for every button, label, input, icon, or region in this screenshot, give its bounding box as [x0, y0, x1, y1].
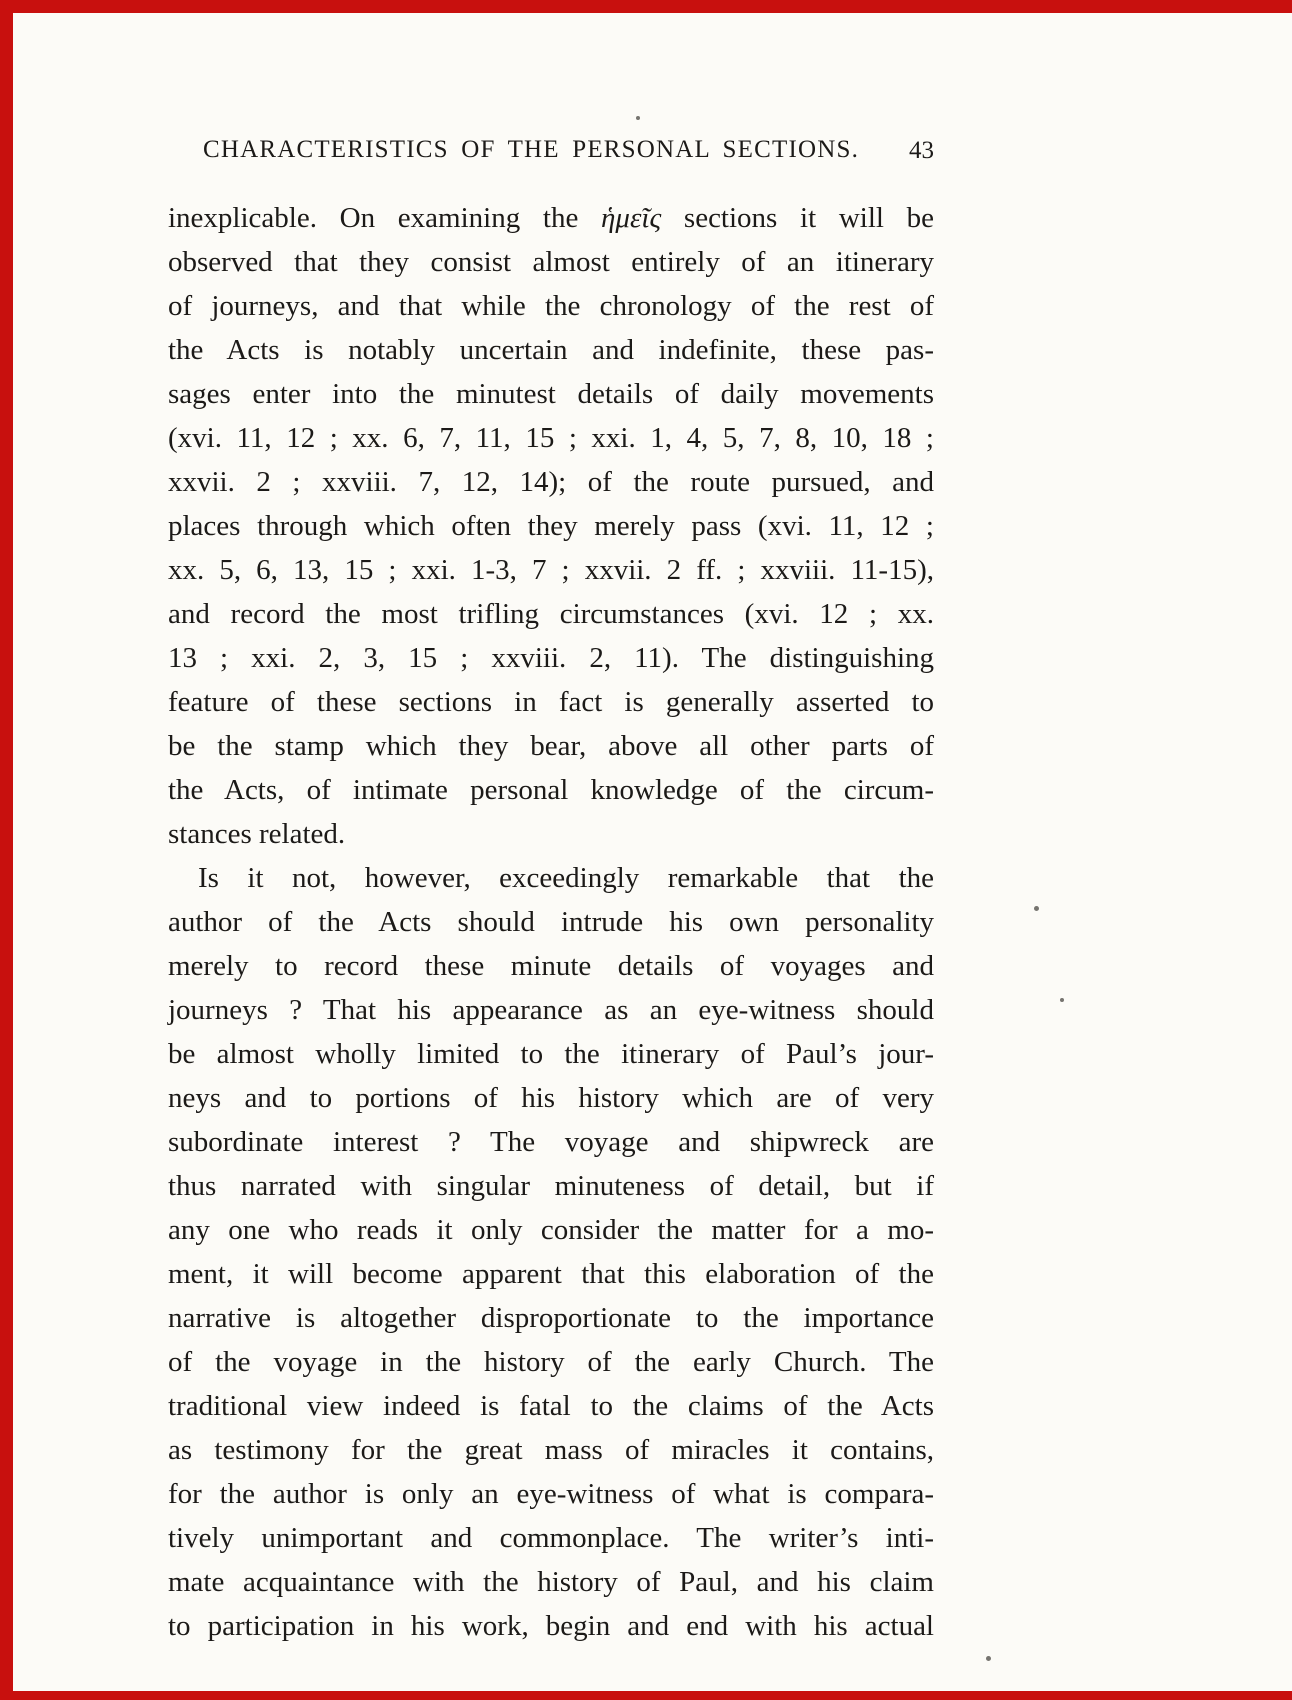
text-line: and record the most trifling circumstances (xvi. 12 ; xx.: [168, 598, 934, 630]
text-line: xxvii. 2 ; xxviii. 7, 12, 14); of the route pursued, and: [168, 466, 934, 498]
text-line: journeys ? That his appearance as an eye-witness should: [168, 994, 934, 1026]
text-line: Is it not, however, exceedingly remarkable that the: [198, 862, 934, 894]
text-line: for the author is only an eye-witness of what is compara-: [168, 1478, 934, 1510]
scan-edge-top: [0, 0, 1292, 13]
text-line: stances related.: [168, 818, 346, 850]
running-header-title: CHARACTERISTICS OF THE PERSONAL SECTIONS.: [202, 136, 860, 163]
text-line: author of the Acts should intrude his own personality: [168, 906, 934, 938]
text-line: xx. 5, 6, 13, 15 ; xxi. 1-3, 7 ; xxvii. 2 ff. ; xxviii. 11-15),: [168, 554, 934, 586]
scan-speck: [636, 116, 640, 120]
scan-speck: [1034, 906, 1039, 911]
text-line: as testimony for the great mass of miracles it contains,: [168, 1434, 934, 1466]
text-line: be almost wholly limited to the itinerary of Paul’s jour-: [168, 1038, 934, 1070]
scan-edge-bottom: [0, 1691, 1292, 1700]
text-line: (xvi. 11, 12 ; xx. 6, 7, 11, 15 ; xxi. 1, 4, 5, 7, 8, 10, 18 ;: [168, 422, 934, 454]
paragraph-1: [168, 196, 934, 856]
text-line: merely to record these minute details of voyages and: [168, 950, 934, 982]
scan-speck: [1060, 998, 1064, 1002]
text-line: inexplicable. On examining the ἡμεῖς sections it will be: [168, 202, 934, 234]
text-line: tively unimportant and commonplace. The writer’s inti-: [168, 1522, 934, 1554]
text-line: neys and to portions of his history which are of very: [168, 1082, 934, 1114]
paragraph-2: [168, 856, 934, 1648]
text-line: feature of these sections in fact is generally asserted to: [168, 686, 934, 718]
text-line: of the voyage in the history of the early Church. The: [168, 1346, 934, 1378]
running-header: [168, 136, 934, 172]
text-line: observed that they consist almost entirely of an itinerary: [168, 246, 934, 278]
text-line: subordinate interest ? The voyage and shipwreck are: [168, 1126, 934, 1158]
text-line: the Acts, of intimate personal knowledge of the circum-: [168, 774, 934, 806]
text-line: thus narrated with singular minuteness of detail, but if: [168, 1170, 934, 1202]
text-line: the Acts is notably uncertain and indefinite, these pas-: [168, 334, 934, 366]
text-line: be the stamp which they bear, above all other parts of: [168, 730, 934, 762]
text-line: narrative is altogether disproportionate to the importance: [168, 1302, 934, 1334]
page-number: 43: [909, 137, 934, 164]
text-line: sages enter into the minutest details of daily movements: [168, 378, 934, 410]
text-line: traditional view indeed is fatal to the claims of the Acts: [168, 1390, 934, 1422]
page-content: [168, 136, 934, 1648]
text-line: 13 ; xxi. 2, 3, 15 ; xxviii. 2, 11). The distinguishing: [168, 642, 934, 674]
text-line: ment, it will become apparent that this elaboration of the: [168, 1258, 934, 1290]
scan-speck: [986, 1656, 991, 1661]
scan-edge-left: [0, 0, 13, 1700]
text-line: of journeys, and that while the chronology of the rest of: [168, 290, 934, 322]
text-line: to participation in his work, begin and end with his actual: [168, 1610, 934, 1642]
text-line: mate acquaintance with the history of Paul, and his claim: [168, 1566, 934, 1598]
text-line: places through which often they merely pass (xvi. 11, 12 ;: [168, 510, 934, 542]
text-line: any one who reads it only consider the matter for a mo-: [168, 1214, 934, 1246]
